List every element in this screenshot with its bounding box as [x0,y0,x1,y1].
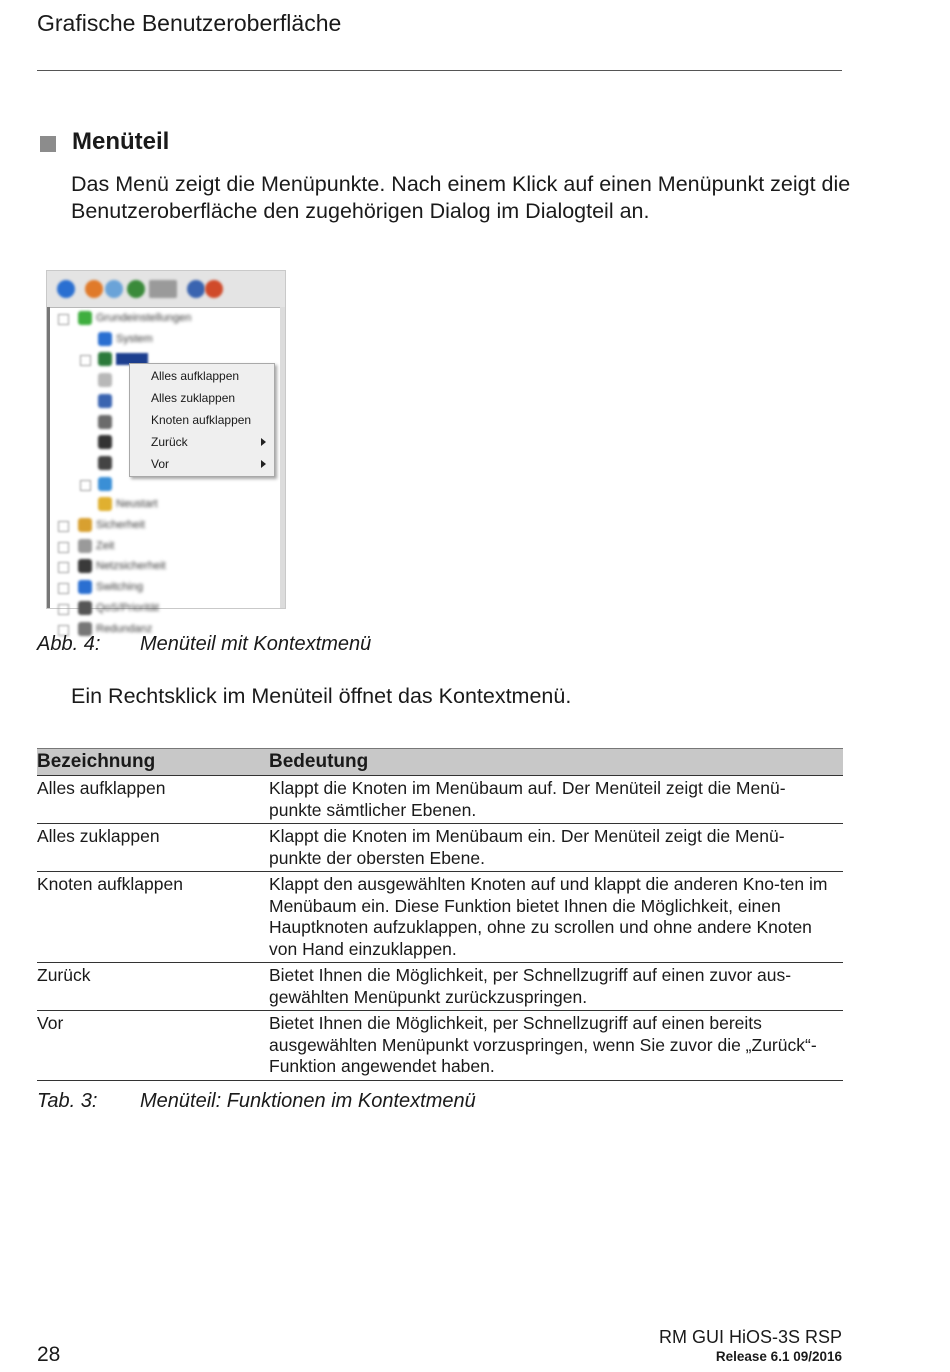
tree-item-label: System [116,332,153,345]
context-menu [129,363,275,477]
table-cell-designation: Knoten aufklappen [37,872,269,963]
table-row [37,824,843,872]
footer-doc-title: RM GUI HiOS-3S RSP [658,1327,842,1347]
tree-scrollbar [280,307,285,608]
tree-item[interactable] [50,330,280,350]
context-menu-item[interactable] [151,435,188,455]
tree-item-label: Sicherheit [96,519,145,531]
refresh-icon [105,280,123,298]
tree-item[interactable] [50,537,280,557]
tree-item[interactable] [50,578,280,598]
tree-item[interactable] [50,309,280,329]
expand-toggle-icon[interactable] [58,542,69,553]
expand-toggle-icon[interactable] [80,355,91,366]
figure-caption-number: Abb. 4: [37,633,101,655]
submenu-arrow-icon [261,460,266,468]
table-caption-text: Menüteil: Funktionen im Kontextmenü [140,1090,476,1112]
context-menu-item[interactable] [151,457,169,477]
table-cell-meaning: Bietet Ihnen die Möglichkeit, per Schnellzugriff auf einen zuvor aus-gewählten Menüpunkt zurückzuspringen. [269,963,843,1011]
green-star-icon [78,311,92,325]
expand-toggle-icon[interactable] [58,583,69,594]
stop-icon [205,280,223,298]
context-menu-label: Zurück [151,435,188,449]
clock-icon [78,539,92,553]
context-menu-label: Knoten aufklappen [151,413,252,427]
tree-item-label: Switching [96,581,144,594]
shield-icon [78,559,92,573]
terminal-icon [98,456,112,470]
table-row [37,963,843,1011]
section-title: Menüteil [72,128,170,155]
switch-icon [78,580,92,594]
tree-item[interactable] [50,557,280,577]
chart-icon [187,280,205,298]
context-menu-label: Alles aufklappen [151,369,240,383]
expand-toggle-icon[interactable] [58,521,69,532]
download-icon [127,280,145,298]
expand-toggle-icon[interactable] [58,604,69,615]
table-row [37,1011,843,1081]
tree-item-label: Grundeinstellungen [96,312,192,324]
footer-release: Release 6.1 09/2016 [715,1349,842,1364]
tree-item-label: Netzsicherheit [96,560,166,573]
restart-icon [98,497,112,511]
user-icon [85,280,103,298]
context-menu-label: Vor [151,457,170,471]
table-cell-designation: Vor [37,1011,269,1081]
disk-icon [98,415,112,429]
table-cell-designation: Alles zuklappen [37,824,269,872]
qos-icon [78,601,92,615]
context-menu-item[interactable] [151,369,239,389]
tree-item[interactable] [50,495,280,515]
header-rule [37,70,842,71]
table-cell-meaning: Klappt die Knoten im Menübaum ein. Der Menüteil zeigt die Menü-punkte der obersten Ebene. [269,824,843,872]
expand-toggle-icon[interactable] [58,314,69,325]
table-header-row [37,749,843,776]
context-menu-item[interactable] [151,391,235,411]
menu-screenshot [46,270,286,635]
intro-paragraph: Das Menü zeigt die Menüpunkte. Nach einem Klick auf einen Menüpunkt zeigt die Benutzeroberfläche den zugehörigen Dialog im Dialogteil an. [71,172,851,223]
tree-item[interactable] [50,516,280,536]
table-cell-designation: Alles aufklappen [37,776,269,824]
home-icon [57,280,75,298]
column-header-meaning: Bedeutung [269,749,843,776]
chip-icon [98,435,112,449]
running-header: Grafische Benutzeroberfläche [37,10,342,36]
table-row [37,776,843,824]
expand-toggle-icon[interactable] [58,562,69,573]
table-cell-designation: Zurück [37,963,269,1011]
config-icon [149,280,177,298]
info-icon [98,332,112,346]
globe-icon [98,477,112,491]
table-caption-number: Tab. 3: [37,1090,98,1112]
table-cell-meaning: Klappt die Knoten im Menübaum auf. Der Menüteil zeigt die Menü-punkte sämtlicher Ebenen. [269,776,843,824]
lock-icon [78,518,92,532]
page-number: 28 [37,1343,61,1366]
network-icon [98,352,112,366]
context-menu-label: Alles zuklappen [151,391,236,405]
functions-table [37,748,843,1081]
table-cell-meaning: Bietet Ihnen die Möglichkeit, per Schnellzugriff auf einen bereits ausgewählten Menüpunkt vorzuspringen, wenn Sie zuvor die „Zurück“-Funktion angewendet haben. [269,1011,843,1081]
save-icon [98,394,112,408]
tree-item-label: Neustart [116,498,158,511]
table-cell-meaning: Klappt den ausgewählten Knoten auf und klappt die anderen Kno-ten im Menübaum ein. Diese Funktion bietet Ihnen die Möglichkeit, einen Hauptknoten aufzuklappen, ohne zu scrollen und ohne andere Knoten von Hand einzuklappen. [269,872,843,963]
tree-item-label: Zeit [96,539,115,552]
context-menu-paragraph: Ein Rechtsklick im Menüteil öffnet das Kontextmenü. [71,684,572,708]
figure-caption-text: Menüteil mit Kontextmenü [140,633,372,655]
document-icon [98,373,112,387]
table-row [37,872,843,963]
column-header-designation: Bezeichnung [37,749,269,776]
tree-item-label: QoS/Priorität [96,601,159,614]
context-menu-item[interactable] [151,413,251,433]
screenshot-toolbar [47,271,285,308]
tree-item[interactable] [50,599,280,619]
section-bullet-icon [40,136,56,152]
submenu-arrow-icon [261,438,266,446]
tree-item[interactable] [50,475,280,495]
expand-toggle-icon[interactable] [80,480,91,491]
tree-item-label: Redundanz [96,622,153,635]
